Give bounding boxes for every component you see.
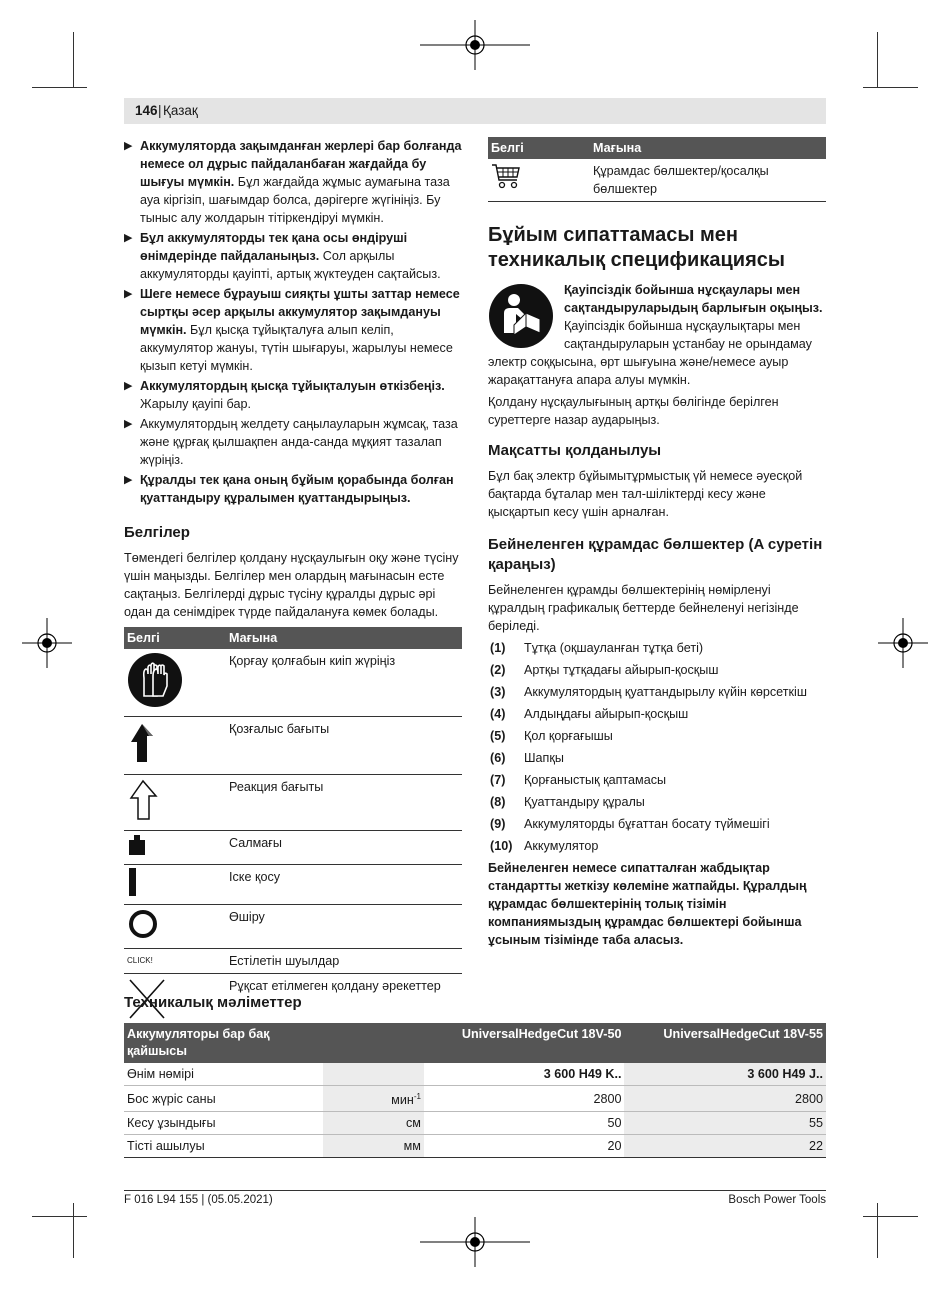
crop-mark [877, 32, 878, 87]
table-row: Салмағы [124, 831, 462, 865]
crop-mark [863, 1216, 918, 1217]
registration-mark-icon [22, 618, 72, 668]
table-row: Рұқсат етілмеген қолдану әрекеттер [124, 974, 462, 1030]
bullet-item: ▶ Құралды тек қана оның бұйым қорабында болған қуаттандыру құралымен қуаттандырыңыз. [124, 473, 454, 505]
page-header: 146 | Қазақ [124, 98, 826, 124]
switch-off-icon [127, 908, 159, 940]
crop-mark [877, 1203, 878, 1258]
tech-data-table [124, 1023, 826, 1158]
arrow-bullet-icon: ▶ [124, 380, 133, 392]
figures-note: Қолдану нұсқаулығының артқы бөлігінде берілген суреттерге назар аударыңыз. [488, 395, 779, 427]
bullet-item: ▶ Бұл аккумуляторды тек қана осы өндіруші өнімдерінде пайдаланыңыз. Сол арқылы аккумуляторды қауіпті, артық жүктеуден сақтайсыз. [124, 231, 441, 281]
table-row: Кесу ұзындығы см 50 55 [124, 1112, 826, 1135]
list-item: (6) Шапқы [490, 751, 564, 765]
crop-mark [863, 87, 918, 88]
crop-mark [32, 1216, 87, 1217]
tech-head-label: Аккумуляторы бар бақ қайшысы [124, 1023, 323, 1063]
intended-use-text: Бұл бақ электр бұйымытұрмыстық үй немесе әуесқой бақтарда бұталар мен тал-шіліктерді кесу және қысқартып кесу үшін арналған. [488, 469, 803, 519]
read-instructions-block: Қауіпсіздік бойынша нұсқаулары мен сақтандыруларыдың барлығын оқыңыз. Қауіпсіздік бойынша нұсқаулықтары мен сақтандыруларын ұстанбау не орындамау электр соққысына, өрт шығуына және/немесе ауыр жарақаттануға апара алуы мүмкін. [488, 283, 823, 387]
model-header: UniversalHedgeCut 18V-55 [624, 1023, 826, 1063]
page-number: 146 [135, 103, 158, 118]
components-heading: Бейнеленген құрамдас бөлшектер (A суретін қараңыз) [488, 536, 823, 573]
list-item: (2) Артқы тұтқадағы айырып-қосқыш [490, 663, 719, 677]
bullet-item: ▶ Шеге немесе бұрауыш сияқты ұшты заттар немесе сыртқы әсер арқылы аккумулятор зақымдануы мүмкін. Бұл қысқа тұйықталуға алып келіп, аккумулятор жануы, түтін шығаруы, жарылуы немесе қызып кетуі мүмкін. [124, 287, 460, 373]
language-label: Қазақ [163, 103, 198, 118]
shopping-cart-icon [491, 162, 521, 190]
bullet-item: ▶ Аккумулятордың желдету саңылауларын жұмсақ, таза және құрғақ қылшақпен анда-санда мұқият тазалап жүріңіз. [124, 417, 458, 467]
outline-arrow-up-icon [127, 778, 159, 822]
publisher-name: Bosch Power Tools [728, 1194, 826, 1206]
crop-mark [73, 32, 74, 87]
symbols-table [124, 627, 462, 1030]
list-item: (4) Алдыңдағы айырып-қосқыш [490, 707, 689, 721]
list-item: (7) Қорғаныстық қаптамасы [490, 773, 667, 787]
table-row: Қорғау қолғабын киіп жүріңіз [124, 649, 462, 717]
meaning-column-header: Мағына [226, 627, 462, 649]
table-row: Бос жүріс саны мин$^{-1}$ 2800 2800 [124, 1086, 826, 1112]
page-footer [124, 1190, 826, 1206]
bullet-item: ▶ Аккумулятордың қысқа тұйықталуын өткізбеңіз. Жарылу қауіпі бар. [124, 379, 445, 411]
product-description-heading: Бұйым сипаттамасы мен техникалық спецификациясы [488, 224, 785, 271]
table-row: Құрамдас бөлшектер/қосалқы бөлшектер [488, 159, 826, 202]
table-row: Қозғалыс бағыты [124, 717, 462, 775]
meaning-column-header: Мағына [590, 137, 826, 159]
arrow-bullet-icon: ▶ [124, 288, 133, 300]
safety-bullets [124, 137, 464, 507]
arrow-bullet-icon: ▶ [124, 418, 133, 430]
weight-icon [127, 834, 147, 856]
list-item: (1) Тұтқа (оқшауланған тұтқа беті) [490, 641, 704, 655]
list-item: (9) Аккумуляторды бұғаттан босату түймешігі [490, 817, 770, 831]
model-header: UniversalHedgeCut 18V-50 [424, 1023, 625, 1063]
components-intro: Бейнеленген құрамды бөлшектерінің нөмірленуі құралдың графикалық беттерде бейнеленуі негізінде беріледі. [488, 583, 799, 633]
document-number: F 016 L94 155 | (05.05.2021) [124, 1194, 273, 1206]
symbols-heading: Белгілер [124, 524, 190, 541]
table-row: CLICK! Естілетін шуылдар [124, 949, 462, 974]
table-row: Тісті ашылуы мм 20 22 [124, 1135, 826, 1158]
filled-arrow-up-icon [127, 720, 157, 766]
table-row: Өнім нөмірі 3 600 H49 K.. 3 600 H49 J.. [124, 1063, 826, 1086]
click-label: CLICK! [124, 949, 226, 974]
intended-use-heading: Мақсатты қолданылуы [488, 442, 662, 459]
components-list [488, 637, 826, 857]
registration-mark-icon [878, 618, 928, 668]
table-row: Іске қосу [124, 865, 462, 905]
gloves-icon [127, 652, 183, 708]
arrow-bullet-icon: ▶ [124, 474, 133, 486]
list-item: (10) Аккумулятор [490, 839, 599, 853]
crop-mark [73, 1203, 74, 1258]
switch-on-icon [127, 868, 139, 896]
right-column [488, 137, 826, 949]
bullet-item: ▶ Аккумуляторда зақымданған жерлері бар болғанда немесе ол дұрыс пайдаланбаған жағдайда бу шығуы мүмкін. Бұл жағдайда жұмыс аумағына таза ауа кіргізіп, шағымдар болса, дәрігерге жүгініңіз. Бу тыныс алу жолдарын тітіркендіруі мүмкін. [124, 139, 462, 225]
registration-mark-icon [420, 1217, 530, 1267]
arrow-bullet-icon: ▶ [124, 140, 133, 152]
symbol-column-header: Белгі [488, 137, 590, 159]
tech-data-heading: Техникалық мәліметтер [124, 994, 302, 1011]
crop-mark [32, 87, 87, 88]
list-item: (8) Қуаттандыру құралы [490, 795, 645, 809]
symbols-intro: Төмендегі белгілер қолдану нұсқаулығын оқу және түсіну үшін маңызды. Белгілер мен олардың мағынасын есте сақтаңыз. Белгілерді дұрыс түсіну құралды дұрыс әрі одан да сенімдірек түрде пайдалануға көмек болады. [124, 551, 459, 619]
read-manual-icon [488, 283, 554, 349]
symbols-table-right [488, 137, 826, 202]
arrow-bullet-icon: ▶ [124, 232, 133, 244]
list-item: (3) Аккумулятордың қуаттандырылу күйін көрсеткіш [490, 685, 807, 699]
table-row: Реакция бағыты [124, 775, 462, 831]
table-row: Өшіру [124, 905, 462, 949]
list-item: (5) Қол қорғағышы [490, 729, 613, 743]
left-column [124, 137, 464, 1030]
components-note: Бейнеленген немесе сипатталған жабдықтар стандартты жеткізу көлеміне жатпайды. Құралдың құрамдас бөлшектерінің толық тізімін компаниямыздың құрамдас бөлшектері бойынша ұсыным тізімінде таба аласыз. [488, 861, 807, 947]
registration-mark-icon [420, 20, 530, 70]
symbol-column-header: Белгі [124, 627, 226, 649]
